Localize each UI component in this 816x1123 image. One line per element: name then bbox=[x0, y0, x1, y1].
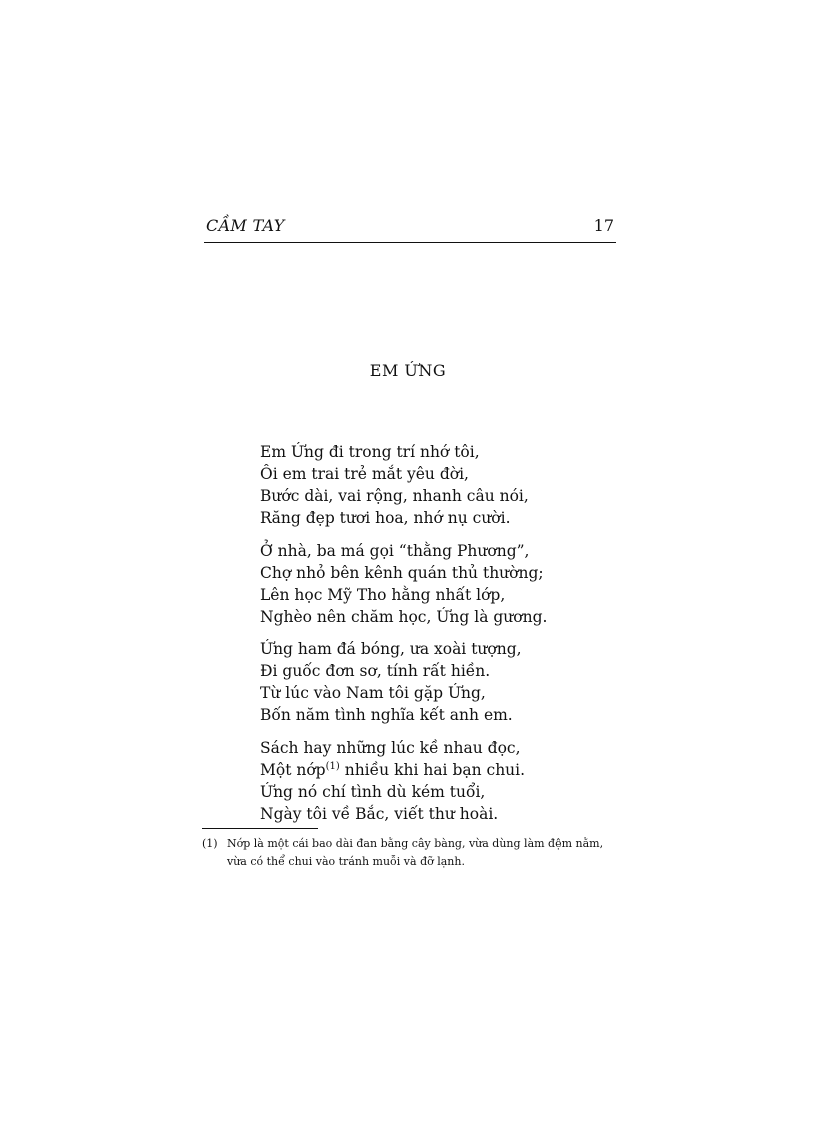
poem-line: Răng đẹp tươi hoa, nhớ nụ cười. bbox=[260, 509, 511, 527]
poem-line: Từ lúc vào Nam tôi gặp Ứng, bbox=[260, 684, 486, 702]
stanza-1 bbox=[260, 441, 660, 529]
poem-line: Nghèo nên chăm học, Ứng là gương. bbox=[260, 608, 548, 626]
line-text-after-note: nhiều khi hai bạn chui. bbox=[339, 761, 526, 779]
footnote bbox=[202, 835, 622, 871]
poem-line: Ứng ham đá bóng, ưa xoài tượng, bbox=[260, 640, 522, 658]
poem-line: Lên học Mỹ Tho hằng nhất lớp, bbox=[260, 586, 506, 604]
footnote-marker: (1) bbox=[202, 837, 218, 850]
poem-line: Chợ nhỏ bên kênh quán thủ thường; bbox=[260, 564, 544, 582]
footnote-divider bbox=[202, 828, 318, 829]
line-text-before-note: Một nớp bbox=[260, 761, 326, 779]
poem-line: Ngày tôi về Bắc, viết thư hoài. bbox=[260, 805, 499, 823]
poem-line: Ở nhà, ba má gọi “thằng Phương”, bbox=[260, 542, 530, 560]
footnote-reference: (1) bbox=[325, 760, 340, 772]
poem-line-with-note bbox=[260, 759, 660, 781]
poem-line: Đi guốc đơn sơ, tính rất hiền. bbox=[260, 662, 491, 680]
poem-line: Em Ứng đi trong trí nhớ tôi, bbox=[260, 443, 480, 461]
running-header bbox=[204, 216, 616, 243]
poem-title: EM ỨNG bbox=[369, 361, 447, 380]
poem-line: Ôi em trai trẻ mắt yêu đời, bbox=[260, 465, 469, 483]
footnote-text: Nớp là một cái bao dài đan bằng cây bàng, vừa dùng làm đệm nằm, vừa có thể chui vào tránh muỗi và đỡ lạnh. bbox=[227, 837, 604, 868]
stanza-4 bbox=[260, 737, 660, 825]
poem-line: Bước dài, vai rộng, nhanh câu nói, bbox=[260, 487, 529, 505]
poem-line: Ứng nó chí tình dù kém tuổi, bbox=[260, 783, 486, 801]
running-title: CẦM TAY bbox=[206, 216, 285, 235]
stanza-3 bbox=[260, 638, 660, 726]
page-number: 17 bbox=[593, 216, 614, 235]
stanza-2 bbox=[260, 540, 660, 628]
poem-line: Bốn năm tình nghĩa kết anh em. bbox=[260, 706, 513, 724]
poem-line: Sách hay những lúc kề nhau đọc, bbox=[260, 739, 521, 757]
